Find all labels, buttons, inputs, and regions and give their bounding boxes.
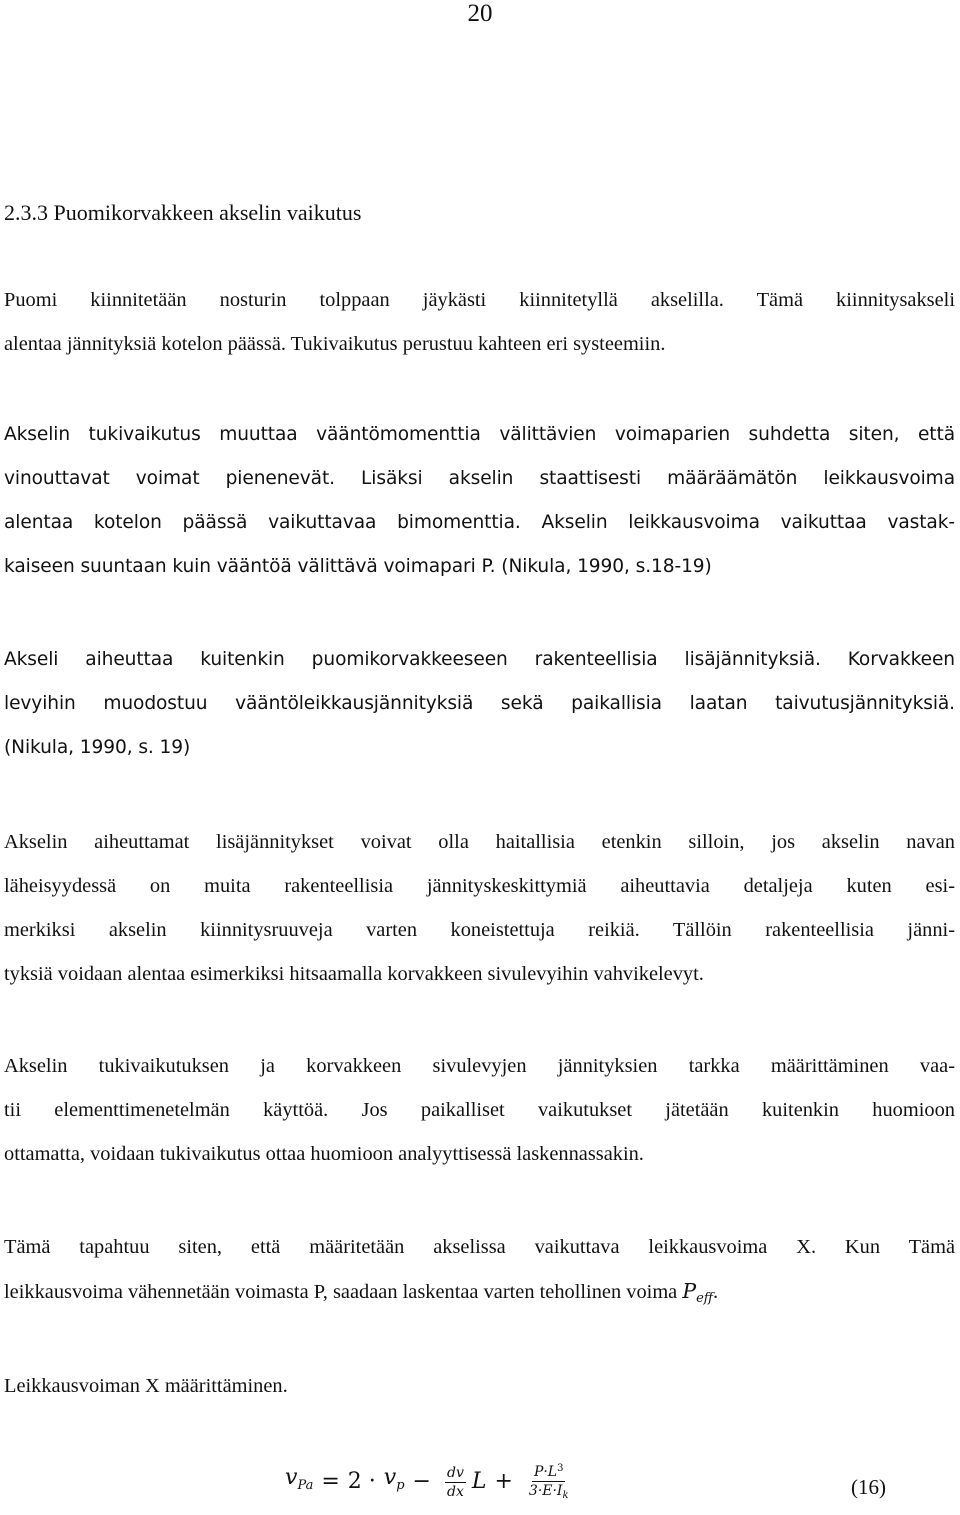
paragraph-line: tii elementtimenetelmän käyttöä. Jos paikalliset vaikutukset jätetään kuitenkin huomioon — [4, 1099, 955, 1121]
eq-den-text: 3·E·I — [528, 1482, 563, 1499]
paragraph-line: levyihin muodostuu vääntöleikkausjännityksiä sekä paikallisia laatan taivutusjännityksiä. — [4, 693, 955, 714]
eq-lhs — [285, 1458, 313, 1506]
paragraph-line: Akseli aiheuttaa kuitenkin puomikorvakkeeseen rakenteellisia lisäjännityksiä. Korvakkeen — [4, 649, 955, 670]
paragraph-line: kaiseen suuntaan kuin vääntöä välittävä voimapari P. (Nikula, 1990, s.18-19) — [4, 556, 712, 577]
paragraph-1 — [4, 278, 955, 366]
eq-coef: 2 · — [347, 1469, 376, 1494]
eq-fraction-numerator — [532, 1460, 566, 1482]
paragraph-7 — [4, 1364, 955, 1408]
paragraph-line: Leikkausvoiman X määrittäminen. — [4, 1375, 288, 1397]
equation-body — [285, 1458, 577, 1506]
eq-vp-symbol: v — [383, 1465, 397, 1490]
eq-equals: = — [321, 1469, 340, 1494]
eq-fraction-pl3 — [527, 1460, 571, 1505]
paragraph-6 — [4, 1225, 955, 1313]
eq-vp — [384, 1458, 405, 1506]
eq-num-text: P·L — [533, 1463, 558, 1480]
eq-vp-subscript: p — [396, 1478, 405, 1493]
equation-number: (16) — [851, 1475, 886, 1499]
paragraph-line: Akselin aiheuttamat lisäjännitykset voivat olla haitallisia etenkin silloin, jos akselin navan — [4, 831, 955, 853]
paragraph-4 — [4, 820, 955, 996]
paragraph-2 — [4, 413, 955, 589]
p-eff-subscript: eff — [696, 1291, 713, 1306]
p-eff-base: P — [682, 1279, 697, 1303]
section-heading: 2.3.3 Puomikorvakkeen akselin vaikutus — [4, 200, 362, 225]
eq-fraction-denominator — [527, 1482, 571, 1505]
eq-fraction-denominator: dx — [446, 1483, 464, 1500]
paragraph-line: Puomi kiinnitetään nosturin tolppaan jäykästi kiinnitetyllä akselilla. Tämä kiinnitysakseli — [4, 289, 955, 311]
paragraph-line: vinouttavat voimat pienenevät. Lisäksi akselin staattisesti määräämätön leikkausvoima — [4, 468, 955, 489]
paragraph-line: merkiksi akselin kiinnitysruuveja varten koneistettuja reikiä. Tällöin rakenteellisia jänni- — [4, 919, 955, 941]
eq-fraction-numerator: dv — [446, 1464, 464, 1481]
paragraph-line-text: leikkausvoima vähennetään voimasta P, saadaan laskentaa varten tehollinen voima — [4, 1281, 683, 1303]
page-number: 20 — [467, 0, 493, 27]
paragraph-3 — [4, 638, 955, 770]
eq-minus: − — [412, 1469, 431, 1494]
p-eff-symbol — [682, 1279, 713, 1306]
paragraph-line — [4, 1269, 955, 1313]
paragraph-line: Tämä tapahtuu siten, että määritetään akselissa vaikuttava leikkausvoima X. Kun Tämä — [4, 1236, 955, 1258]
eq-L: L — [471, 1469, 487, 1494]
p-eff-trailing: . — [712, 1281, 719, 1303]
eq-lhs-subscript: Pa — [297, 1478, 314, 1493]
paragraph-line: alentaa kotelon päässä vaikuttavaa bimomenttia. Akselin leikkausvoima vaikuttaa vastak- — [4, 512, 955, 533]
paragraph-line: alentaa jännityksiä kotelon päässä. Tukivaikutus perustuu kahteen eri systeemiin. — [4, 333, 666, 355]
paragraph-5 — [4, 1044, 955, 1176]
eq-lhs-symbol: v — [285, 1465, 298, 1490]
paragraph-line: ottamatta, voidaan tukivaikutus ottaa huomioon analyyttisessä laskennassakin. — [4, 1143, 644, 1165]
paragraph-line: Akselin tukivaikutus muuttaa vääntömomenttia välittävien voimaparien suhdetta siten, että — [4, 424, 955, 445]
paragraph-line: läheisyydessä on muita rakenteellisia jännityskeskittymiä aiheuttavia detaljeja kuten esi- — [4, 875, 955, 897]
paragraph-line: (Nikula, 1990, s. 19) — [4, 737, 191, 758]
eq-plus: + — [494, 1469, 513, 1494]
eq-num-exponent: 3 — [557, 1462, 564, 1474]
paragraph-line: tyksiä voidaan alentaa esimerkiksi hitsaamalla korvakkeen sivulevyihin vahvikelevyt. — [4, 963, 704, 985]
eq-fraction-dvdx — [445, 1464, 466, 1501]
equation-16 — [0, 1450, 960, 1515]
paragraph-line: Akselin tukivaikutuksen ja korvakkeen sivulevyjen jännityksien tarkka määrittäminen vaa- — [4, 1055, 955, 1077]
eq-den-subscript: k — [562, 1489, 569, 1501]
